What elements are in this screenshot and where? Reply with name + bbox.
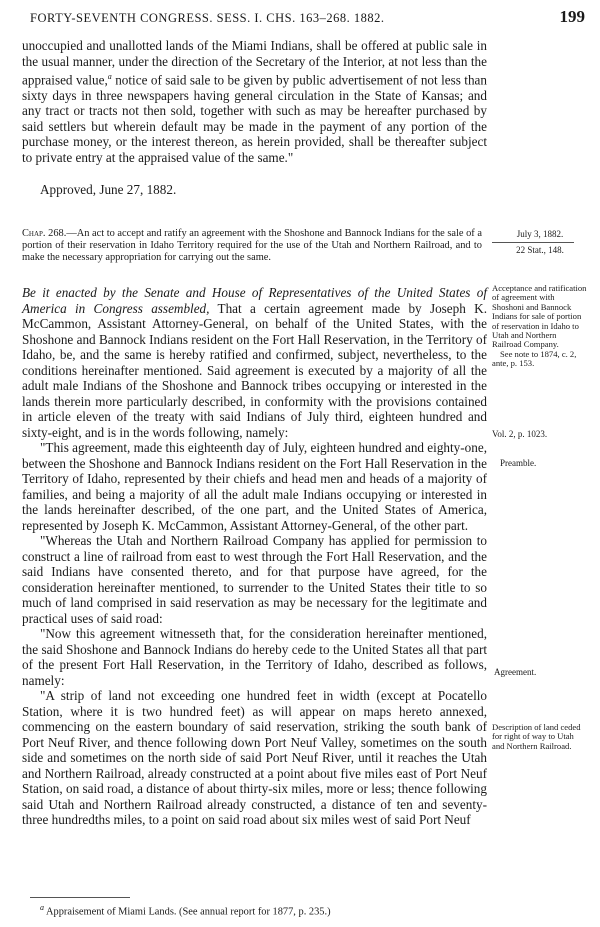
margin-statute: 22 Stat., 148. xyxy=(516,245,564,255)
footnote-text: Appraisement of Miami Lands. (See annual report for 1877, p. 235.) xyxy=(44,906,331,918)
footnote-marker[interactable]: a xyxy=(107,72,112,81)
margin-vol-reference: Vol. 2, p. 1023. xyxy=(492,429,548,439)
description-paragraph: "A strip of land not exceeding one hundred feet in width (except at Pocatello Station, where it is two hundred feet) as will appear on maps hereto annexed, commencing on the eastern boundary of said reservation, striking the south bank of Port Neuf River, and thence following down Port Neuf Valley, sometimes on the south side and sometimes on the north side of said Port Neuf River, until it reaches the Utah and Northern Railroad, already constructed at a point about five miles east of Port Neuf Station, on said road, a distance of about thirty-six miles, more or less; thence following said Utah and Northern Railroad already constructed, a distance of ten and seventy-three hundredths miles, to a point on said road about six miles west of said Port Neuf xyxy=(22,688,487,827)
enacting-clause: Be it enacted by the Senate and House of Representatives of the United States of America in Congress assembled, xyxy=(22,285,487,316)
chapter-number: Chap. 268. xyxy=(22,228,67,239)
running-head: FORTY-SEVENTH CONGRESS. SESS. I. CHS. 163–268. 1882. xyxy=(30,11,385,25)
margin-acceptance: Acceptance and ratification of agreement with Shoshoni and Bannock Indians for sale of portion of reservation in Idaho to Utah and Northern Railroad Company. xyxy=(492,283,587,350)
whereas-paragraph: "Whereas the Utah and Northern Railroad Company has applied for permission to construct a line of railroad from east to west through the Fort Hall Reservation, and the said Indians have consented thereto, and for that purpose have agreed, for the consideration hereinafter mentioned, to surrender to the United States their title to so much of land comprised in said reservation as may be necessary for the legitimate and practical uses of said road: xyxy=(22,533,487,626)
footnote-rule xyxy=(30,897,130,898)
margin-divider xyxy=(492,242,574,243)
footnote xyxy=(40,903,331,917)
margin-acceptance-note xyxy=(492,284,588,369)
approval-line: Approved, June 27, 1882. xyxy=(40,182,177,197)
witnesseth-paragraph: "Now this agreement witnesseth that, for the consideration hereinafter mentioned, the said Shoshone and Bannock Indians do hereby cede to the United States all that part of the present Fort Hall Reservation, in the Territory of Idaho, described as follows, namely: xyxy=(22,626,487,688)
margin-description: Description of land ceded for right of way to Utah and Northern Railroad. xyxy=(492,722,581,751)
enacting-paragraph xyxy=(22,285,487,440)
continued-paragraph xyxy=(22,38,487,165)
chapter-heading xyxy=(22,228,482,264)
page-number: 199 xyxy=(559,7,585,26)
paragraph-text-a: unoccupied and unallotted lands of the Miami Indians, shall be offered at public sale in the usual manner, under the direction of the Secretary of the Interior, at not less than the appraised value, xyxy=(22,38,487,88)
running-header xyxy=(30,7,585,30)
agreement-paragraph: "This agreement, made this eighteenth day of July, eighteen hundred and eighty-one, between the Shoshone and Bannock Indians resident on the Fort Hall Reservation in the Territory of Idaho, represented by their chiefs and head men and heads of a majority of families, and being a majority of all the adult male Indians occupying or interested in the lands hereinafter described, of the one part, and the United States of America, represented by Joseph K. McCammon, Assistant Attorney-General, of the other part. xyxy=(22,440,487,533)
margin-date: July 3, 1882. xyxy=(516,229,564,239)
margin-preamble: Preamble. xyxy=(500,458,537,468)
margin-see-note: See note to 1874, c. 2, ante, p. 153. xyxy=(492,348,577,369)
footnote-mark: a xyxy=(40,903,44,912)
chapter-title: —An act to accept and ratify an agreement with the Shoshone and Bannock Indians for the sale of a portion of their reservation in Idaho Territory required for the use of the Utah and Northern Railroad, and to make the necessary appropriation for carrying out the same. xyxy=(22,228,482,263)
act-body xyxy=(22,285,487,828)
margin-agreement: Agreement. xyxy=(494,667,537,677)
paragraph-text-b: notice of said sale to be given by public advertisement of not less than sixty days in three newspapers having general circulation in the State of Kansas; and any tract or tracts not then sold, together with such as may be hereafter purchased by said settlers but wherein default may be made in the payment of any portion of the purchase money, or the interest thereon, as herein provided, shall be thereafter subject to private entry at the appraised value of the same." xyxy=(22,72,487,165)
enacting-text: That a certain agreement made by Joseph K. McCammon, Assistant Attorney-General, on behalf of the United States, with the Shoshone and Bannock Indians resident on the Fort Hall Reservation, in the Territory of Idaho, be, and the same is hereby ratified and confirmed, subject, nevertheless, to the conditions hereinafter mentioned. Said agreement is executed by a majority of all the adult male Indians of the Shoshone and Bannock tribes occupying or interested in the lands therein more particularly described, in conformity with the provisions contained in article eleven of the treaty with said Indians of July third, eighteen hundred and sixty-eight, and is in the words following, namely: xyxy=(22,300,487,440)
